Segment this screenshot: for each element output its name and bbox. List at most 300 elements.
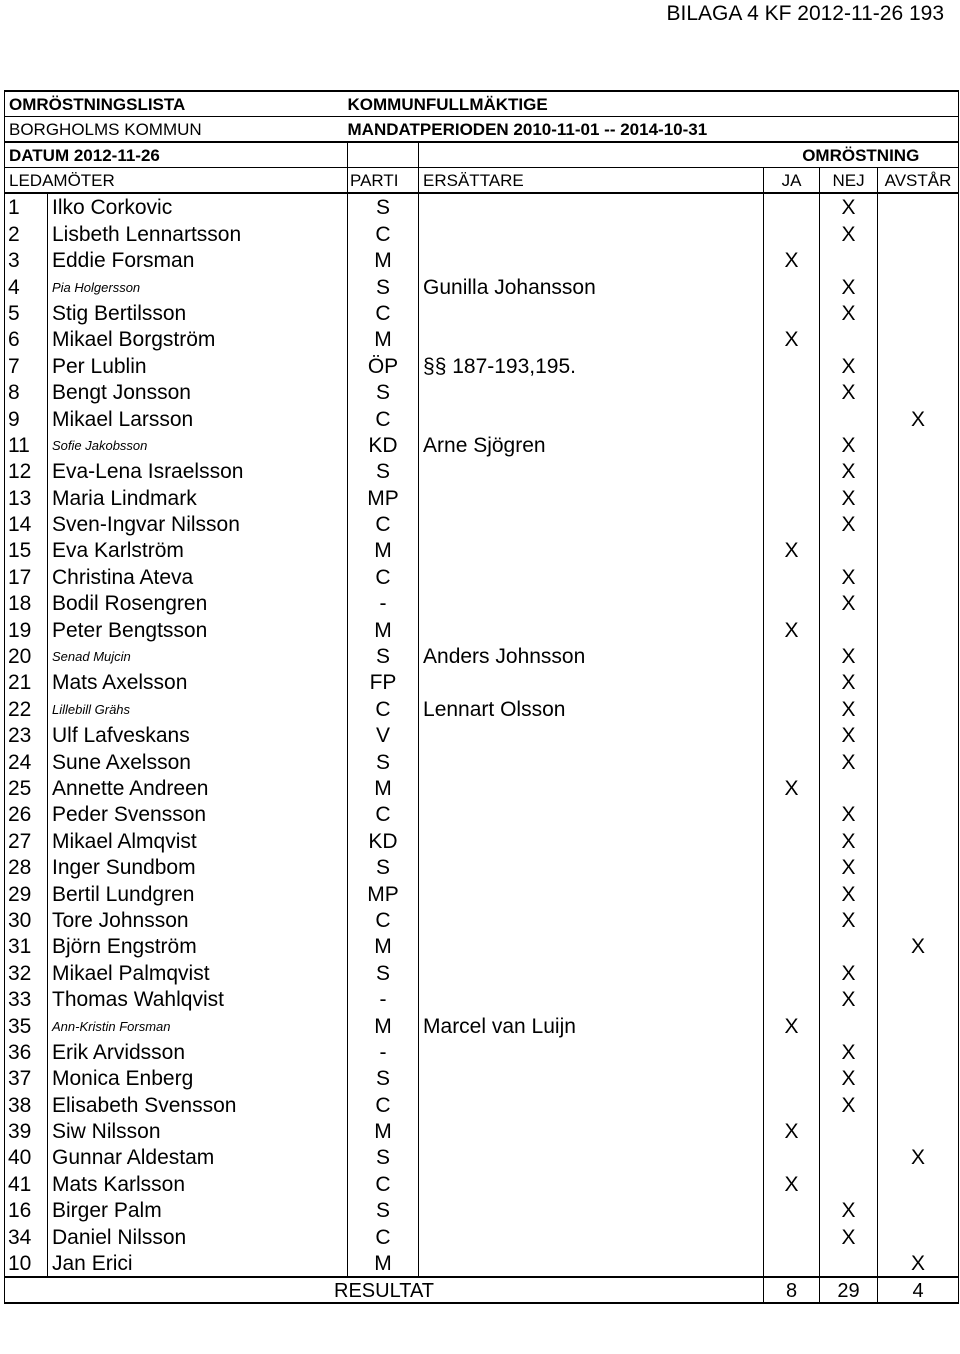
member-party: S	[348, 193, 419, 220]
result-no: 29	[820, 1277, 878, 1303]
municipality-label: BORGHOLMS KOMMUN	[5, 117, 348, 143]
table-row	[5, 1197, 959, 1223]
table-row	[5, 1250, 959, 1277]
member-number: 15	[5, 537, 48, 563]
period-label: MANDATPERIODEN 2010-11-01 -- 2014-10-31	[348, 117, 959, 143]
member-number: 35	[5, 1012, 48, 1038]
member-name: Per Lublin	[48, 352, 348, 378]
member-party: M	[348, 1118, 419, 1144]
vote-abstain	[878, 220, 959, 246]
vote-abstain	[878, 695, 959, 721]
vote-no	[820, 1118, 878, 1144]
member-substitute	[419, 1091, 764, 1117]
vote-abstain: X	[878, 1144, 959, 1170]
vote-abstain	[878, 193, 959, 220]
member-party: S	[348, 273, 419, 299]
vote-yes	[764, 511, 820, 537]
table-row	[5, 669, 959, 695]
col-substitute: ERSÄTTARE	[419, 168, 764, 194]
vote-no: X	[820, 300, 878, 326]
member-name: Mikael Palmqvist	[48, 959, 348, 985]
member-number: 18	[5, 590, 48, 616]
vote-abstain	[878, 748, 959, 774]
member-substitute	[419, 748, 764, 774]
member-party: M	[348, 775, 419, 801]
member-party: S	[348, 1197, 419, 1223]
vote-yes	[764, 1091, 820, 1117]
member-party: M	[348, 247, 419, 273]
vote-no: X	[820, 986, 878, 1012]
header-row-1	[5, 91, 959, 117]
member-number: 6	[5, 326, 48, 352]
vote-abstain	[878, 247, 959, 273]
table-row	[5, 193, 959, 220]
member-number: 30	[5, 907, 48, 933]
member-number: 37	[5, 1065, 48, 1091]
vote-yes	[764, 880, 820, 906]
table-row	[5, 1012, 959, 1038]
vote-yes: X	[764, 1170, 820, 1196]
page-header: BILAGA 4 KF 2012-11-26 193	[666, 2, 944, 25]
member-party: S	[348, 854, 419, 880]
vote-abstain	[878, 1065, 959, 1091]
member-party: ÖP	[348, 352, 419, 378]
member-name: Jan Erici	[48, 1250, 348, 1277]
vote-no: X	[820, 193, 878, 220]
table-row	[5, 273, 959, 299]
vote-no: X	[820, 695, 878, 721]
member-name: Mikael Almqvist	[48, 827, 348, 853]
member-name: Sune Axelsson	[48, 748, 348, 774]
vote-yes	[764, 563, 820, 589]
member-party: M	[348, 933, 419, 959]
vote-no: X	[820, 854, 878, 880]
member-name: Tore Johnsson	[48, 907, 348, 933]
member-substitute	[419, 801, 764, 827]
vote-abstain	[878, 352, 959, 378]
vote-yes	[764, 379, 820, 405]
vote-abstain	[878, 1091, 959, 1117]
member-name: Daniel Nilsson	[48, 1223, 348, 1249]
member-substitute	[419, 827, 764, 853]
member-party: C	[348, 563, 419, 589]
member-substitute	[419, 1144, 764, 1170]
member-number: 25	[5, 775, 48, 801]
member-number: 38	[5, 1091, 48, 1117]
vote-no	[820, 1170, 878, 1196]
table-row	[5, 220, 959, 246]
vote-abstain	[878, 616, 959, 642]
member-party: -	[348, 590, 419, 616]
vote-no	[820, 405, 878, 431]
member-name: Sofie Jakobsson	[48, 432, 348, 458]
member-substitute	[419, 1223, 764, 1249]
member-name: Björn Engström	[48, 933, 348, 959]
vote-abstain	[878, 1223, 959, 1249]
vote-abstain	[878, 458, 959, 484]
member-name: Pia Holgersson	[48, 273, 348, 299]
member-number: 2	[5, 220, 48, 246]
member-number: 36	[5, 1039, 48, 1065]
member-name: Bodil Rosengren	[48, 590, 348, 616]
member-name: Birger Palm	[48, 1197, 348, 1223]
council-title: KOMMUNFULLMÄKTIGE	[348, 91, 959, 117]
vote-no: X	[820, 880, 878, 906]
member-party: C	[348, 801, 419, 827]
member-name: Peder Svensson	[48, 801, 348, 827]
vote-abstain	[878, 379, 959, 405]
vote-no: X	[820, 220, 878, 246]
member-substitute: Gunilla Johansson	[419, 273, 764, 299]
member-substitute: §§ 187-193,195.	[419, 352, 764, 378]
member-substitute: Lennart Olsson	[419, 695, 764, 721]
vote-yes	[764, 352, 820, 378]
vote-no: X	[820, 563, 878, 589]
member-substitute: Anders Johnsson	[419, 643, 764, 669]
member-name: Stig Bertilsson	[48, 300, 348, 326]
member-party: C	[348, 695, 419, 721]
vote-no	[820, 537, 878, 563]
member-number: 14	[5, 511, 48, 537]
member-number: 1	[5, 193, 48, 220]
table-row	[5, 1118, 959, 1144]
vote-no: X	[820, 432, 878, 458]
vote-abstain: X	[878, 1250, 959, 1277]
vote-abstain	[878, 537, 959, 563]
table-row	[5, 405, 959, 431]
vote-no: X	[820, 352, 878, 378]
member-number: 20	[5, 643, 48, 669]
vote-abstain	[878, 1012, 959, 1038]
member-substitute	[419, 1118, 764, 1144]
member-party: M	[348, 616, 419, 642]
vote-no: X	[820, 273, 878, 299]
vote-no: X	[820, 1223, 878, 1249]
vote-abstain	[878, 959, 959, 985]
col-yes: JA	[764, 168, 820, 194]
vote-yes: X	[764, 247, 820, 273]
vote-abstain	[878, 827, 959, 853]
member-substitute	[419, 458, 764, 484]
vote-yes: X	[764, 1118, 820, 1144]
vote-yes	[764, 801, 820, 827]
member-number: 5	[5, 300, 48, 326]
vote-yes	[764, 300, 820, 326]
member-number: 19	[5, 616, 48, 642]
member-substitute	[419, 1170, 764, 1196]
col-party: PARTI	[348, 168, 419, 194]
member-party: S	[348, 458, 419, 484]
member-number: 17	[5, 563, 48, 589]
vote-yes	[764, 748, 820, 774]
member-number: 40	[5, 1144, 48, 1170]
vote-no	[820, 247, 878, 273]
member-party: M	[348, 537, 419, 563]
vote-yes	[764, 220, 820, 246]
member-number: 9	[5, 405, 48, 431]
member-party: C	[348, 1091, 419, 1117]
member-party: M	[348, 1012, 419, 1038]
table-row	[5, 537, 959, 563]
member-substitute	[419, 775, 764, 801]
member-number: 29	[5, 880, 48, 906]
member-substitute	[419, 193, 764, 220]
vote-yes	[764, 669, 820, 695]
member-substitute	[419, 590, 764, 616]
vote-yes	[764, 590, 820, 616]
member-party: -	[348, 986, 419, 1012]
vote-no: X	[820, 458, 878, 484]
result-abstain: 4	[878, 1277, 959, 1303]
vote-abstain	[878, 511, 959, 537]
vote-yes	[764, 458, 820, 484]
vote-yes: X	[764, 1012, 820, 1038]
vote-yes	[764, 484, 820, 510]
member-substitute	[419, 880, 764, 906]
table-row	[5, 854, 959, 880]
table-row	[5, 1144, 959, 1170]
member-number: 28	[5, 854, 48, 880]
vote-no: X	[820, 1039, 878, 1065]
vote-abstain	[878, 1118, 959, 1144]
vote-no	[820, 933, 878, 959]
table-row	[5, 907, 959, 933]
member-name: Mats Axelsson	[48, 669, 348, 695]
vote-yes	[764, 695, 820, 721]
member-number: 16	[5, 1197, 48, 1223]
vote-abstain	[878, 432, 959, 458]
table-row	[5, 352, 959, 378]
table-row	[5, 300, 959, 326]
member-number: 31	[5, 933, 48, 959]
header-row-3	[5, 142, 959, 168]
vote-no: X	[820, 484, 878, 510]
member-substitute	[419, 511, 764, 537]
member-substitute	[419, 563, 764, 589]
member-substitute	[419, 959, 764, 985]
table-row	[5, 458, 959, 484]
member-substitute	[419, 1197, 764, 1223]
member-substitute	[419, 722, 764, 748]
member-substitute	[419, 537, 764, 563]
member-party: -	[348, 1039, 419, 1065]
header-row-4	[5, 168, 959, 194]
vote-abstain	[878, 801, 959, 827]
table-row	[5, 616, 959, 642]
vote-no	[820, 1144, 878, 1170]
member-name: Inger Sundbom	[48, 854, 348, 880]
table-row	[5, 801, 959, 827]
vote-yes: X	[764, 775, 820, 801]
vote-abstain	[878, 907, 959, 933]
member-number: 27	[5, 827, 48, 853]
member-substitute	[419, 379, 764, 405]
vote-abstain	[878, 1170, 959, 1196]
member-number: 34	[5, 1223, 48, 1249]
vote-abstain	[878, 643, 959, 669]
member-name: Christina Ateva	[48, 563, 348, 589]
table-row	[5, 643, 959, 669]
vote-no	[820, 326, 878, 352]
vote-no: X	[820, 1091, 878, 1117]
member-substitute	[419, 1065, 764, 1091]
member-substitute	[419, 669, 764, 695]
vote-abstain	[878, 484, 959, 510]
table-row	[5, 959, 959, 985]
vote-yes	[764, 827, 820, 853]
vote-abstain	[878, 880, 959, 906]
member-party: S	[348, 1065, 419, 1091]
table-row	[5, 695, 959, 721]
vote-yes	[764, 1223, 820, 1249]
member-substitute	[419, 300, 764, 326]
vote-abstain	[878, 273, 959, 299]
table-row	[5, 933, 959, 959]
member-party: M	[348, 326, 419, 352]
member-party: V	[348, 722, 419, 748]
member-name: Peter Bengtsson	[48, 616, 348, 642]
vote-abstain: X	[878, 405, 959, 431]
member-party: KD	[348, 827, 419, 853]
member-party: C	[348, 405, 419, 431]
member-party: C	[348, 300, 419, 326]
vote-abstain	[878, 986, 959, 1012]
result-yes: 8	[764, 1277, 820, 1303]
vote-no	[820, 1012, 878, 1038]
member-name: Bengt Jonsson	[48, 379, 348, 405]
member-name: Ulf Lafveskans	[48, 722, 348, 748]
member-name: Monica Enberg	[48, 1065, 348, 1091]
member-substitute: Arne Sjögren	[419, 432, 764, 458]
vote-no: X	[820, 801, 878, 827]
member-name: Sven-Ingvar Nilsson	[48, 511, 348, 537]
member-party: MP	[348, 484, 419, 510]
member-number: 32	[5, 959, 48, 985]
header-row-2	[5, 117, 959, 143]
member-number: 39	[5, 1118, 48, 1144]
member-substitute	[419, 986, 764, 1012]
vote-yes	[764, 432, 820, 458]
vote-no: X	[820, 827, 878, 853]
member-substitute	[419, 933, 764, 959]
member-substitute	[419, 1250, 764, 1277]
vote-abstain	[878, 300, 959, 326]
member-name: Bertil Lundgren	[48, 880, 348, 906]
member-number: 4	[5, 273, 48, 299]
vote-title: OMRÖSTNING	[764, 142, 959, 168]
member-substitute	[419, 405, 764, 431]
col-abstain: AVSTÅR	[878, 168, 959, 194]
vote-yes	[764, 193, 820, 220]
vote-no: X	[820, 748, 878, 774]
member-name: Eva-Lena Israelsson	[48, 458, 348, 484]
vote-yes	[764, 986, 820, 1012]
member-party: KD	[348, 432, 419, 458]
member-number: 12	[5, 458, 48, 484]
member-name: Ilko Corkovic	[48, 193, 348, 220]
vote-yes	[764, 643, 820, 669]
vote-yes	[764, 1065, 820, 1091]
member-party: M	[348, 1250, 419, 1277]
vote-no: X	[820, 907, 878, 933]
table-row	[5, 827, 959, 853]
vote-yes	[764, 1144, 820, 1170]
vote-abstain: X	[878, 933, 959, 959]
vote-yes	[764, 1197, 820, 1223]
table-row	[5, 511, 959, 537]
member-number: 13	[5, 484, 48, 510]
member-number: 24	[5, 748, 48, 774]
member-name: Annette Andreen	[48, 775, 348, 801]
col-members: LEDAMÖTER	[5, 168, 348, 194]
member-party: C	[348, 220, 419, 246]
vote-yes	[764, 854, 820, 880]
vote-no	[820, 775, 878, 801]
vote-yes: X	[764, 537, 820, 563]
voting-list-table	[4, 90, 959, 1304]
table-row	[5, 563, 959, 589]
member-name: Lillebill Grähs	[48, 695, 348, 721]
table-row	[5, 880, 959, 906]
member-name: Thomas Wahlqvist	[48, 986, 348, 1012]
result-label: RESULTAT	[5, 1277, 764, 1303]
table-row	[5, 1223, 959, 1249]
vote-abstain	[878, 563, 959, 589]
vote-yes	[764, 1250, 820, 1277]
result-row	[5, 1277, 959, 1303]
member-substitute	[419, 220, 764, 246]
vote-abstain	[878, 590, 959, 616]
vote-no: X	[820, 959, 878, 985]
member-substitute	[419, 247, 764, 273]
table-row	[5, 432, 959, 458]
member-name: Eddie Forsman	[48, 247, 348, 273]
member-name: Gunnar Aldestam	[48, 1144, 348, 1170]
vote-no: X	[820, 511, 878, 537]
vote-yes	[764, 1039, 820, 1065]
member-name: Siw Nilsson	[48, 1118, 348, 1144]
member-party: S	[348, 379, 419, 405]
vote-abstain	[878, 326, 959, 352]
vote-yes	[764, 907, 820, 933]
vote-abstain	[878, 854, 959, 880]
vote-yes	[764, 405, 820, 431]
member-name: Mats Karlsson	[48, 1170, 348, 1196]
member-number: 23	[5, 722, 48, 748]
member-party: MP	[348, 880, 419, 906]
table-row	[5, 379, 959, 405]
member-name: Lisbeth Lennartsson	[48, 220, 348, 246]
member-number: 21	[5, 669, 48, 695]
table-row	[5, 590, 959, 616]
member-name: Ann-Kristin Forsman	[48, 1012, 348, 1038]
member-substitute	[419, 326, 764, 352]
vote-no	[820, 616, 878, 642]
member-number: 8	[5, 379, 48, 405]
member-party: S	[348, 748, 419, 774]
date-label: DATUM 2012-11-26	[5, 142, 348, 168]
member-number: 26	[5, 801, 48, 827]
vote-yes	[764, 722, 820, 748]
member-number: 41	[5, 1170, 48, 1196]
member-substitute: Marcel van Luijn	[419, 1012, 764, 1038]
table-row	[5, 1091, 959, 1117]
vote-abstain	[878, 1039, 959, 1065]
vote-no: X	[820, 669, 878, 695]
member-number: 22	[5, 695, 48, 721]
table-row	[5, 722, 959, 748]
vote-yes: X	[764, 326, 820, 352]
